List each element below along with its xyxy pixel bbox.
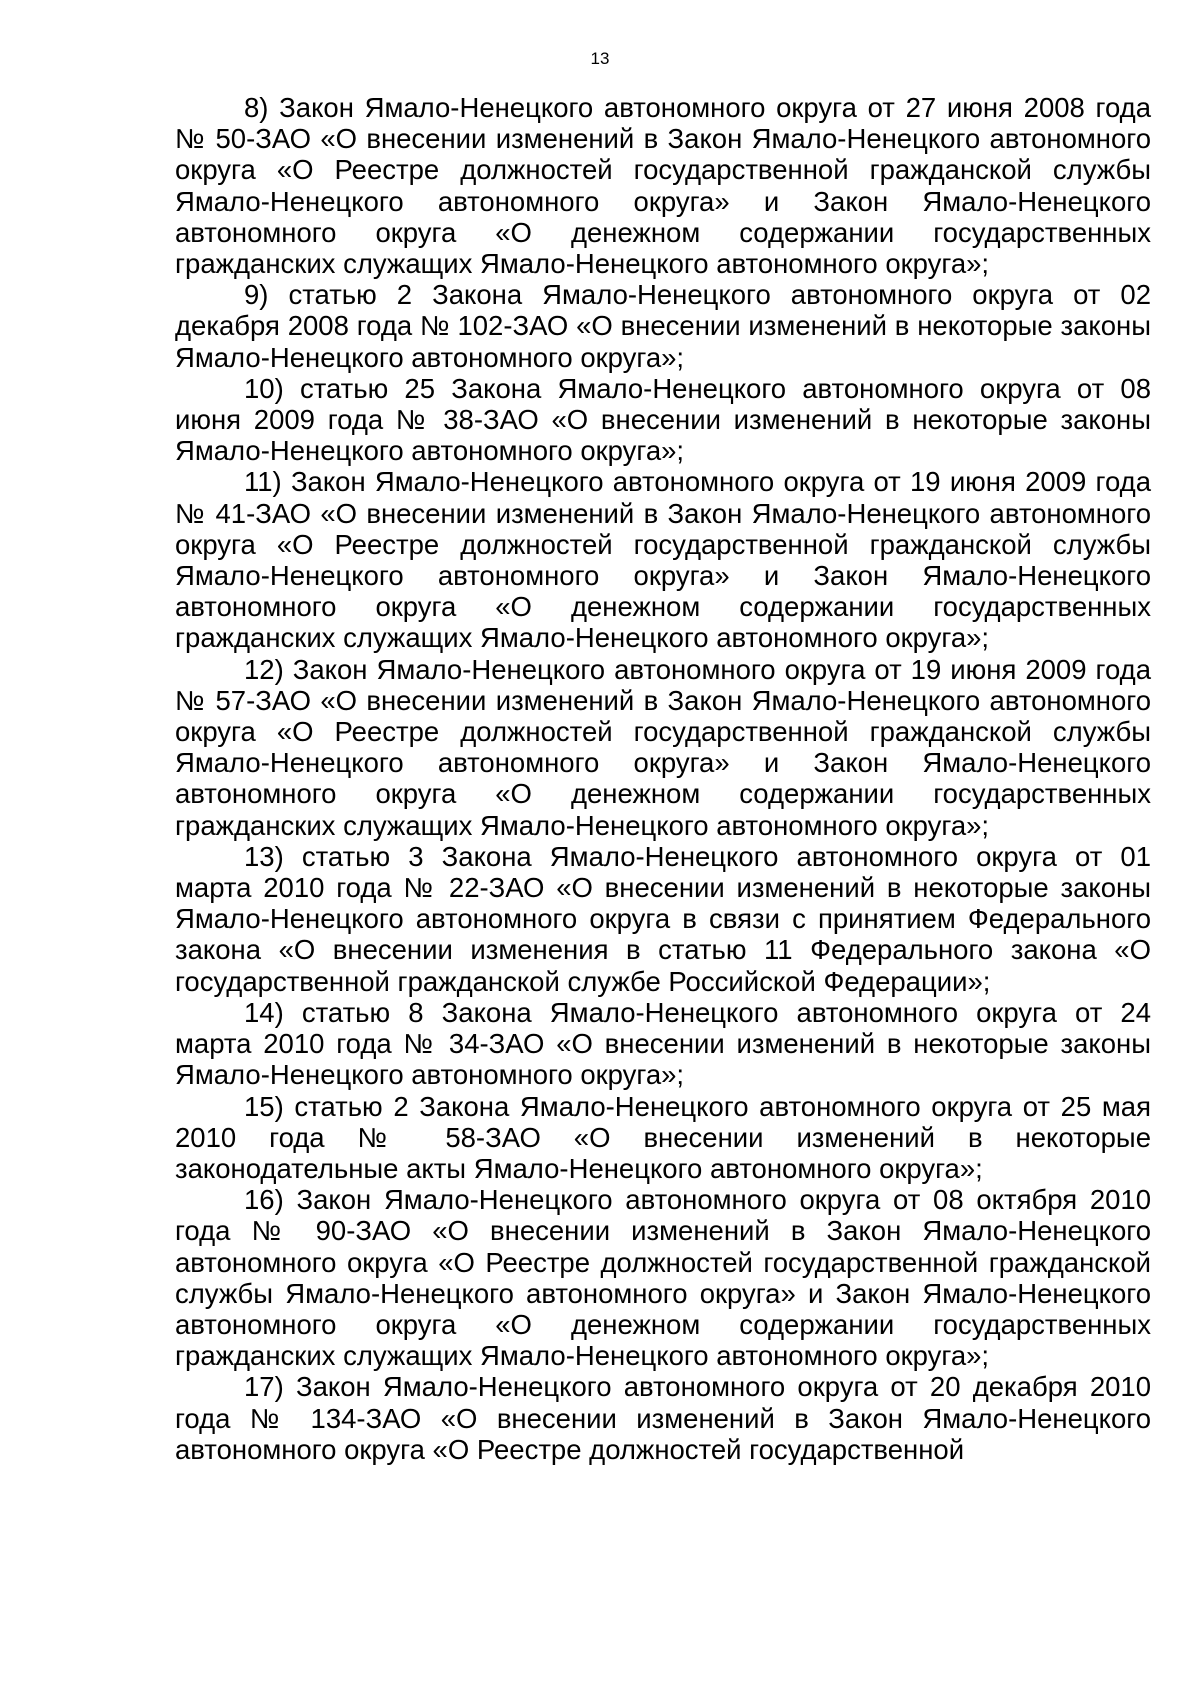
list-item: 9) статью 2 Закона Ямало-Ненецкого автономного округа от 02 декабря 2008 года № 102-ЗАО «О внесении изменений в некоторые законы Ямало-Ненецкого автономного округа»;	[175, 279, 1151, 373]
list-item: 16) Закон Ямало-Ненецкого автономного округа от 08 октября 2010 года № 90-ЗАО «О внесении изменений в Закон Ямало-Ненецкого автономного округа «О Реестре должностей государственной гражданской службы Ямало-Ненецкого автономного округа» и Закон Ямало-Ненецкого автономного округа «О денежном содержании государственных гражданских служащих Ямало-Ненецкого автономного округа»;	[175, 1184, 1151, 1372]
list-item: 8) Закон Ямало-Ненецкого автономного округа от 27 июня 2008 года № 50-ЗАО «О внесении изменений в Закон Ямало-Ненецкого автономного округа «О Реестре должностей государственной гражданской службы Ямало-Ненецкого автономного округа» и Закон Ямало-Ненецкого автономного округа «О денежном содержании государственных гражданских служащих Ямало-Ненецкого автономного округа»;	[175, 92, 1151, 280]
page-number: 13	[590, 49, 610, 68]
list-item: 17) Закон Ямало-Ненецкого автономного округа от 20 декабря 2010 года № 134-ЗАО «О внесении изменений в Закон Ямало-Ненецкого автономного округа «О Реестре должностей государственной	[175, 1371, 1151, 1465]
list-item: 10) статью 25 Закона Ямало-Ненецкого автономного округа от 08 июня 2009 года № 38-ЗАО «О внесении изменений в некоторые законы Ямало-Ненецкого автономного округа»;	[175, 372, 1151, 467]
document-body	[175, 92, 1151, 1465]
list-item: 15) статью 2 Закона Ямало-Ненецкого автономного округа от 25 мая 2010 года № 58-ЗАО «О внесении изменений в некоторые законодательные акты Ямало-Ненецкого автономного округа»;	[175, 1090, 1151, 1184]
list-item: 14) статью 8 Закона Ямало-Ненецкого автономного округа от 24 марта 2010 года № 34-ЗАО «О внесении изменений в некоторые законы Ямало-Ненецкого автономного округа»;	[175, 996, 1151, 1091]
list-item: 13) статью 3 Закона Ямало-Ненецкого автономного округа от 01 марта 2010 года № 22-ЗАО «О внесении изменений в некоторые законы Ямало-Ненецкого автономного округа в связи с принятием Федерального закона «О внесении изменения в статью 11 Федерального закона «О государственной гражданской службе Российской Федерации»;	[175, 840, 1151, 997]
list-item: 12) Закон Ямало-Ненецкого автономного округа от 19 июня 2009 года № 57-ЗАО «О внесении изменений в Закон Ямало-Ненецкого автономного округа «О Реестре должностей государственной гражданской службы Ямало-Ненецкого автономного округа» и Закон Ямало-Ненецкого автономного округа «О денежном содержании государственных гражданских служащих Ямало-Ненецкого автономного округа»;	[175, 653, 1151, 841]
list-item: 11) Закон Ямало-Ненецкого автономного округа от 19 июня 2009 года № 41-ЗАО «О внесении изменений в Закон Ямало-Ненецкого автономного округа «О Реестре должностей государственной гражданской службы Ямало-Ненецкого автономного округа» и Закон Ямало-Ненецкого автономного округа «О денежном содержании государственных гражданских служащих Ямало-Ненецкого автономного округа»;	[175, 466, 1151, 654]
